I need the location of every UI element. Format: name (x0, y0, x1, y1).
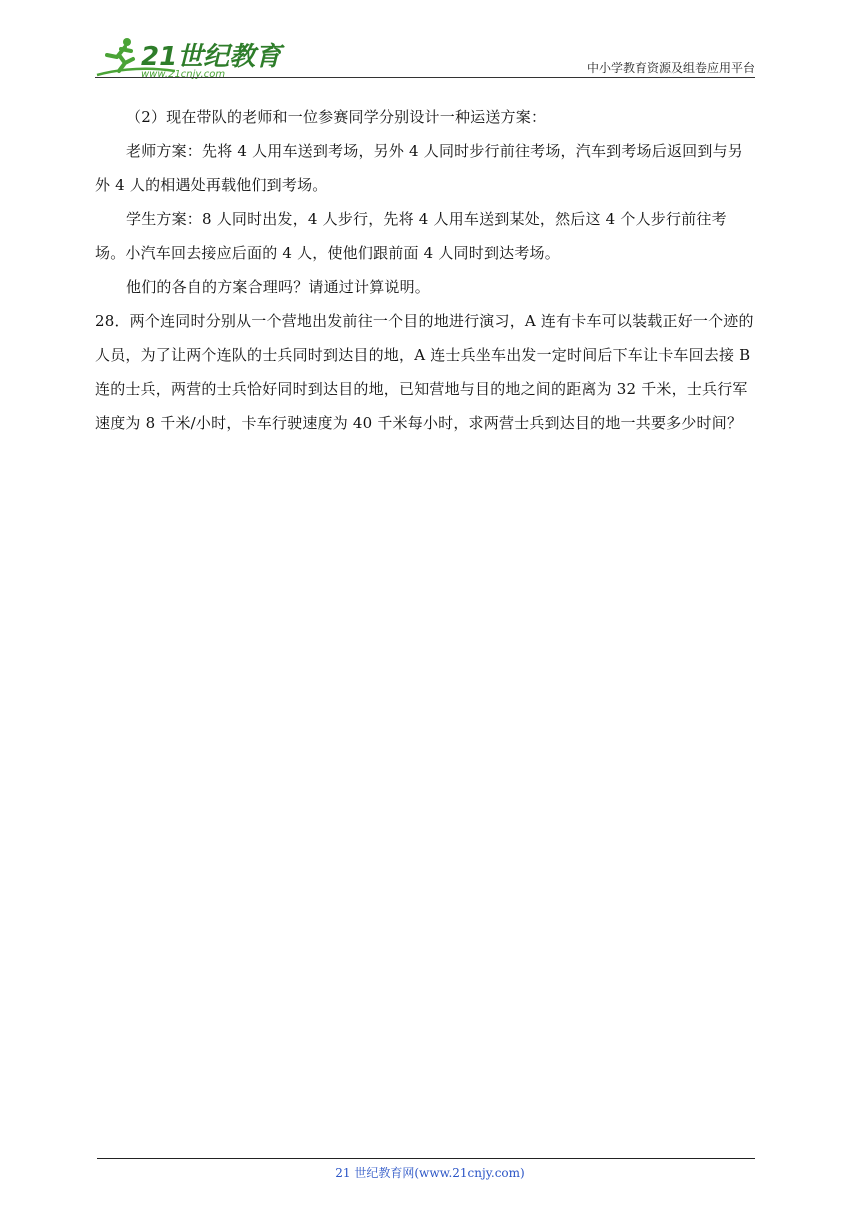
student-plan: 学生方案：8 人同时出发，4 人步行，先将 4 人用车送到某处，然后这 4 个人步行前往考场。小汽车回去接应后面的 4 人，使他们跟前面 4 人同时到达考场。 (95, 210, 727, 262)
document-body (95, 100, 757, 440)
question-prompt: 他们的各自的方案合理吗？请通过计算说明。 (126, 278, 431, 296)
logo-brand-text: 21世纪教育 (141, 42, 282, 72)
footer-source[interactable]: 21 世纪教育网(www.21cnjy.com) (335, 1166, 525, 1180)
logo-url-text: www.21cnjy.com (141, 69, 226, 80)
sub-question-2: （2）现在带队的老师和一位参赛同学分别设计一种运送方案： (126, 108, 547, 126)
platform-tagline: 中小学教育资源及组卷应用平台 (586, 61, 755, 75)
footer-divider (97, 1158, 755, 1159)
page-header (95, 30, 755, 80)
header-divider (95, 77, 755, 78)
question-28: 28．两个连同时分别从一个营地出发前往一个目的地进行演习，A 连有卡车可以装载正好一个迹的人员，为了让两个连队的士兵同时到达目的地，A 连士兵坐车出发一定时间后下车让卡车回去接 B 连的士兵，两营的士兵恰好同时到达目的地，已知营地与目的地之间的距离为 32 千米，士兵行军速度为 8 千米/小时，卡车行驶速度为 40 千米每小时，求两营士兵到达目的地一共要多少时间？ (95, 312, 754, 432)
teacher-plan: 老师方案：先将 4 人用车送到考场，另外 4 人同时步行前往考场，汽车到考场后返回到与另外 4 人的相遇处再载他们到考场。 (95, 142, 743, 194)
21cnjy-logo (95, 35, 282, 80)
